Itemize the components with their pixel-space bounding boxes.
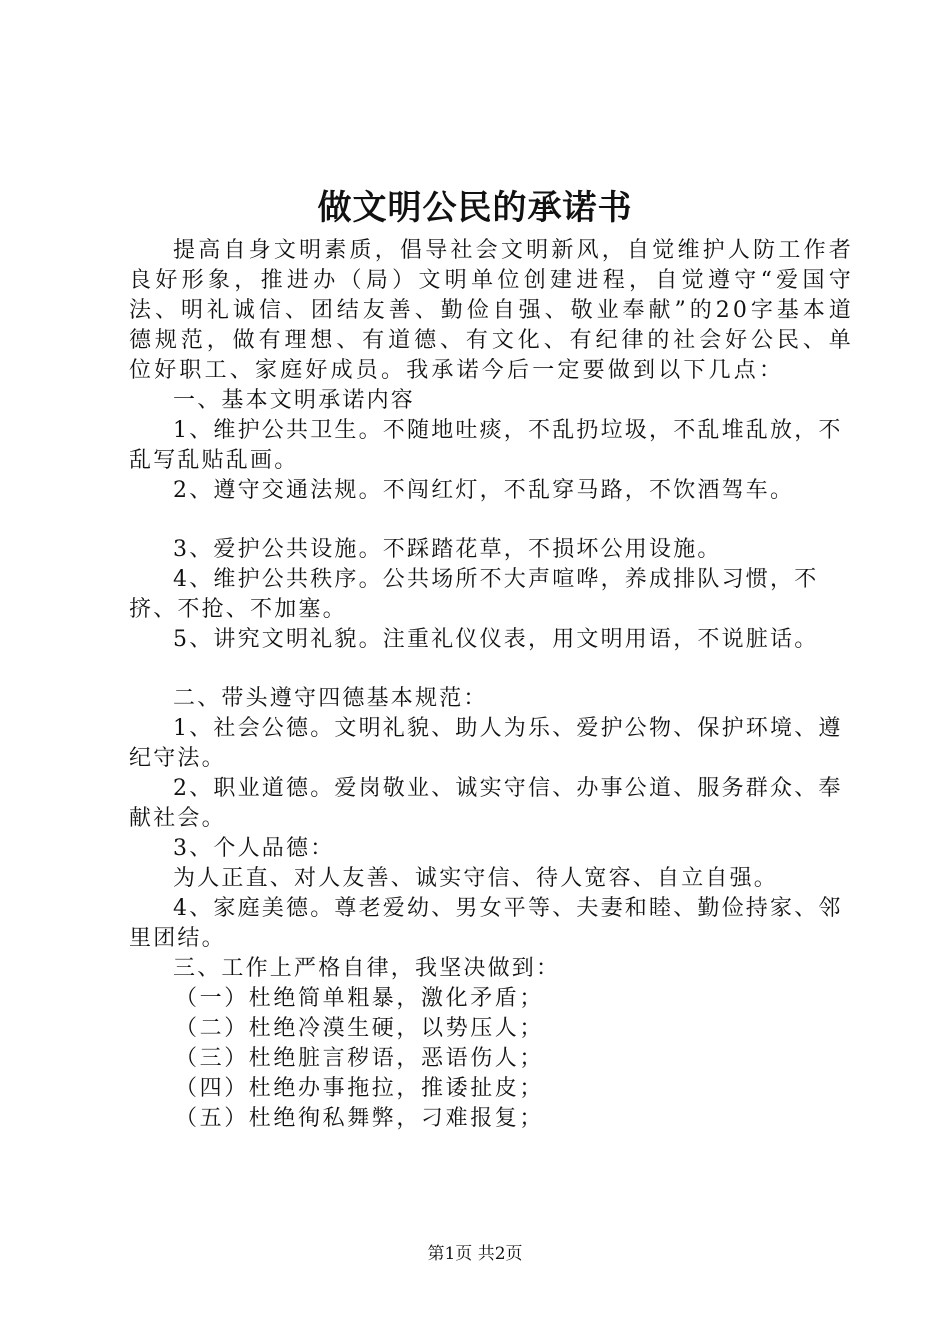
section2-item: 4、家庭美德。尊老爱幼、男女平等、夫妻和睦、勤俭持家、邻里团结。 bbox=[129, 896, 843, 951]
document-title: 做文明公民的承诺书 bbox=[317, 188, 633, 228]
section2-item: 3、个人品德： bbox=[173, 836, 335, 861]
section1-item: 4、维护公共秩序。公共场所不大声喧哗，养成排队习惯，不挤、不抢、不加塞。 bbox=[129, 567, 819, 622]
blank-line bbox=[129, 655, 854, 684]
section3-heading: 三、工作上严格自律，我坚决做到： bbox=[173, 956, 561, 981]
blank-line bbox=[129, 506, 854, 535]
section1-item: 5、讲究文明礼貌。注重礼仪仪表，用文明用语，不说脏话。 bbox=[173, 627, 819, 652]
intro-paragraph: 提高自身文明素质，倡导社会文明新风，自觉维护人防工作者良好形象，推进办（局）文明单位创建进程，自觉遵守“爱国守法、明礼诚信、团结友善、勤俭自强、敬业奉献”的20字基本道德规范，做有理想、有道德、有文化、有纪律的社会好公民、单位好职工、家庭好成员。我承诺今后一定要做到以下几点： bbox=[129, 238, 854, 383]
page-footer: 第1页 共2页 bbox=[427, 1244, 523, 1264]
section3-item: （一）杜绝简单粗暴，激化矛盾； bbox=[175, 986, 545, 1011]
document-body bbox=[129, 236, 854, 1134]
section1-item: 1、维护公共卫生。不随地吐痰，不乱扔垃圾，不乱堆乱放，不乱写乱贴乱画。 bbox=[129, 418, 843, 473]
section3-item: （四）杜绝办事拖拉，推诿扯皮； bbox=[175, 1076, 545, 1101]
section2-item: 1、社会公德。文明礼貌、助人为乐、爱护公物、保护环境、遵纪守法。 bbox=[129, 716, 843, 771]
section1-item: 2、遵守交通法规。不闯红灯，不乱穿马路，不饮酒驾车。 bbox=[173, 478, 795, 503]
section2-item: 2、职业道德。爱岗敬业、诚实守信、办事公道、服务群众、奉献社会。 bbox=[129, 776, 843, 831]
section2-heading: 二、带头遵守四德基本规范： bbox=[173, 686, 488, 711]
section3-item: （二）杜绝冷漠生硬，以势压人； bbox=[175, 1016, 545, 1041]
section1-item: 3、爱护公共设施。不踩踏花草，不损坏公用设施。 bbox=[173, 537, 722, 562]
section1-heading: 一、基本文明承诺内容 bbox=[173, 388, 416, 413]
section3-item: （三）杜绝脏言秽语，恶语伤人； bbox=[175, 1046, 545, 1071]
section3-item: （五）杜绝徇私舞弊，刁难报复； bbox=[175, 1106, 545, 1131]
section2-item: 为人正直、对人友善、诚实守信、待人宽容、自立自强。 bbox=[173, 866, 779, 891]
